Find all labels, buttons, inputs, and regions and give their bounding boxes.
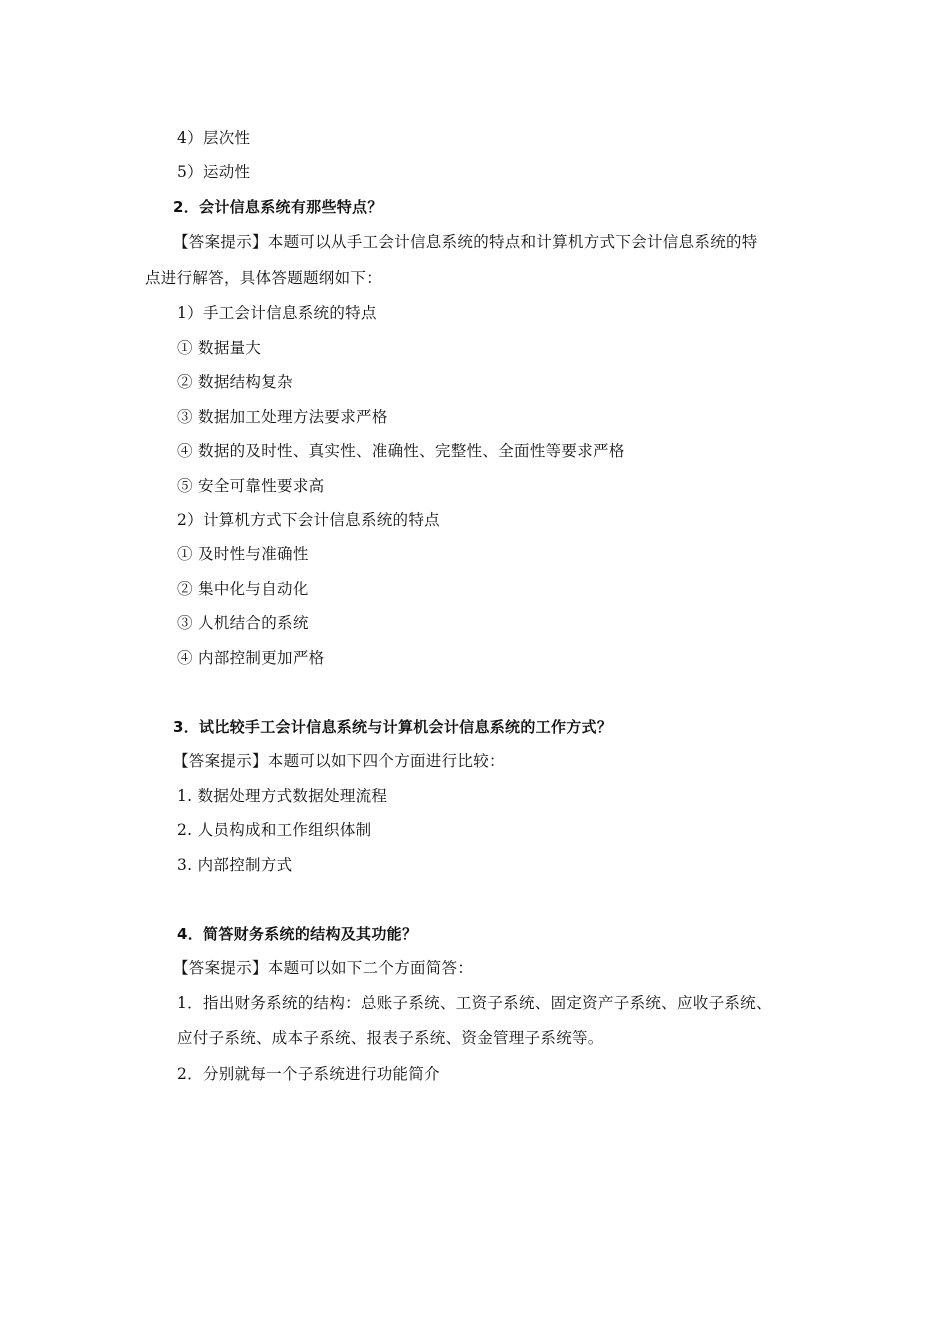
list-item: 2．分别就每一个子系统进行功能简介 — [177, 1065, 440, 1083]
list-item: 5）运动性 — [177, 163, 251, 181]
sub-heading: 1）手工会计信息系统的特点 — [177, 304, 377, 322]
question-title: 4．简答财务系统的结构及其功能？ — [177, 925, 418, 943]
list-item: ① 数据量大 — [177, 339, 262, 357]
list-item: 1. 数据处理方式数据处理流程 — [177, 787, 388, 805]
answer-hint-continued: 点进行解答，具体答题题纲如下： — [145, 269, 383, 287]
list-item: ③ 人机结合的系统 — [177, 614, 309, 632]
list-item: ④ 数据的及时性、真实性、准确性、完整性、全面性等要求严格 — [177, 442, 625, 460]
answer-hint: 【答案提示】本题可以如下四个方面进行比较： — [173, 752, 505, 770]
sub-heading: 2）计算机方式下会计信息系统的特点 — [177, 511, 440, 529]
list-item: 2. 人员构成和工作组织体制 — [177, 821, 372, 839]
list-item: 1．指出财务系统的结构：总账子系统、工资子系统、固定资产子系统、应收子系统、 — [177, 994, 772, 1012]
list-item: ① 及时性与准确性 — [177, 545, 309, 563]
answer-hint: 【答案提示】本题可以如下二个方面简答： — [173, 959, 474, 977]
list-item: 3. 内部控制方式 — [177, 856, 293, 874]
list-item-continued: 应付子系统、成本子系统、报表子系统、资金管理子系统等。 — [177, 1029, 604, 1047]
list-item: ② 数据结构复杂 — [177, 373, 293, 391]
answer-hint: 【答案提示】本题可以从手工会计信息系统的特点和计算机方式下会计信息系统的特 — [173, 233, 758, 251]
list-item: 4）层次性 — [177, 129, 251, 147]
question-title: 3．试比较手工会计信息系统与计算机会计信息系统的工作方式？ — [173, 718, 613, 736]
list-item: ③ 数据加工处理方法要求严格 — [177, 408, 388, 426]
question-title: 2．会计信息系统有那些特点？ — [173, 198, 383, 216]
list-item: ② 集中化与自动化 — [177, 580, 309, 598]
list-item: ④ 内部控制更加严格 — [177, 649, 325, 667]
list-item: ⑤ 安全可靠性要求高 — [177, 477, 325, 495]
